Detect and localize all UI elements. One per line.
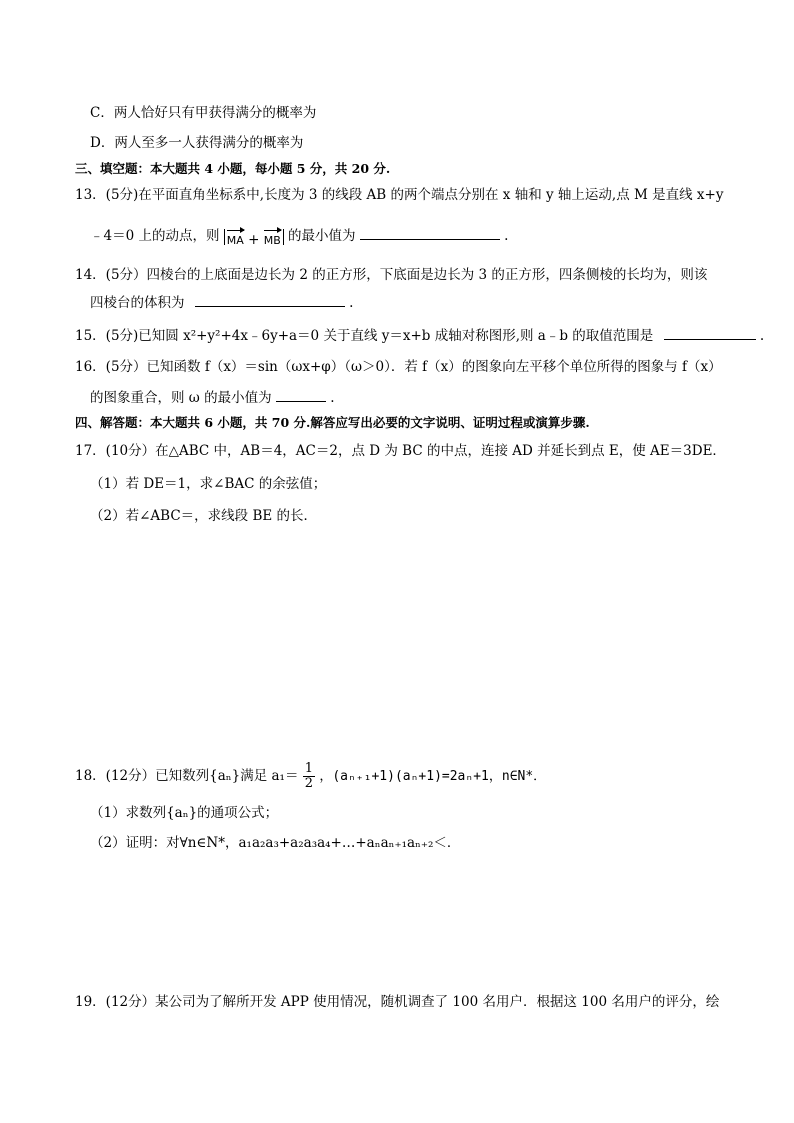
question-17-stem: 17．(10分）在△ABC 中，AB＝4，AC＝2，点 D 为 BC 的中点，连接 AD 并延长到点 E，使 AE＝3DE． — [75, 443, 726, 459]
question-15-end: . — [759, 328, 765, 344]
question-14-end: . — [349, 295, 354, 311]
question-16-line-2 — [90, 388, 334, 407]
question-18-text-a: 18．(12分）已知数列{aₙ}满足 a₁＝ — [75, 768, 299, 784]
section-4-heading: 四、解答题：本大题共 6 小题，共 70 分.解答应写出必要的文字说明、证明过程或演算步骤. — [75, 415, 590, 430]
vector-mb: MB — [264, 229, 281, 250]
question-14-line-1: 14．(5分）四棱台的上底面是边长为 2 的正方形，下底面是边长为 3 的正方形，四条侧棱的长均为，则该 — [75, 267, 708, 283]
question-14-text: 四棱台的体积为 — [90, 295, 185, 311]
question-15 — [75, 326, 764, 345]
question-17-part-1: （1）若 DE＝1，求∠BAC 的余弦值； — [90, 476, 327, 492]
fraction-denominator: 2 — [304, 776, 314, 791]
question-13-line-2 — [90, 226, 509, 248]
question-16-end: . — [330, 390, 335, 406]
option-d: D．两人至多一人获得满分的概率为 — [90, 135, 304, 151]
answer-blank-16[interactable] — [276, 388, 326, 402]
fraction-one-half — [303, 762, 315, 791]
question-18-part-1: （1）求数列{aₙ}的通项公式； — [90, 805, 279, 821]
question-13-line-1: 13．(5分)在平面直角坐标系中,长度为 3 的线段 AB 的两个端点分别在 x 轴和 y 轴上运动,点 M 是直线 x+y — [75, 187, 724, 203]
question-16-line-1: 16．(5分）已知函数 f（x）＝sin（ωx+φ）（ω＞0）．若 f（x）的图象向左平移个单位所得的图象与 f（x） — [75, 359, 722, 375]
question-13-end: . — [504, 228, 509, 244]
answer-blank-15[interactable] — [664, 326, 756, 340]
section-3-heading: 三、填空题：本大题共 4 小题，每小题 5 分，共 20 分. — [75, 161, 391, 176]
question-18-text-b: ，(aₙ₊₁+1)(aₙ+1)=2aₙ+1，n∈N*． — [319, 769, 547, 784]
question-18-stem — [75, 762, 546, 791]
answer-blank-13[interactable] — [360, 226, 500, 240]
question-17-part-2: （2）若∠ABC＝，求线段 BE 的长． — [90, 508, 318, 524]
question-15-text: 15．(5分)已知圆 x²+y²+4x﹣6y+a＝0 关于直线 y＝x+b 成轴对称图形,则 a﹣b 的取值范围是 — [75, 328, 654, 344]
option-c: C．两人恰好只有甲获得满分的概率为 — [90, 105, 317, 121]
vector-magnitude — [224, 229, 284, 248]
question-19-stem: 19．(12分）某公司为了解所开发 APP 使用情况，随机调查了 100 名用户．根据这 100 名用户的评分，绘 — [75, 994, 720, 1010]
plus-sign: + — [248, 231, 260, 248]
question-18-part-2: （2）证明：对∀n∈N*，a₁a₂a₃+a₂a₃a₄+…+aₙaₙ₊₁aₙ₊₂＜． — [90, 835, 461, 851]
answer-blank-14[interactable] — [195, 293, 345, 307]
vector-ma: MA — [227, 229, 244, 250]
question-13-text-a: ﹣4＝0 上的动点，则 — [90, 228, 220, 244]
question-13-text-b: 的最小值为 — [288, 228, 356, 244]
fraction-numerator: 1 — [304, 761, 314, 776]
question-14-line-2 — [90, 293, 353, 312]
question-16-text: 的图象重合，则 ω 的最小值为 — [90, 390, 272, 406]
